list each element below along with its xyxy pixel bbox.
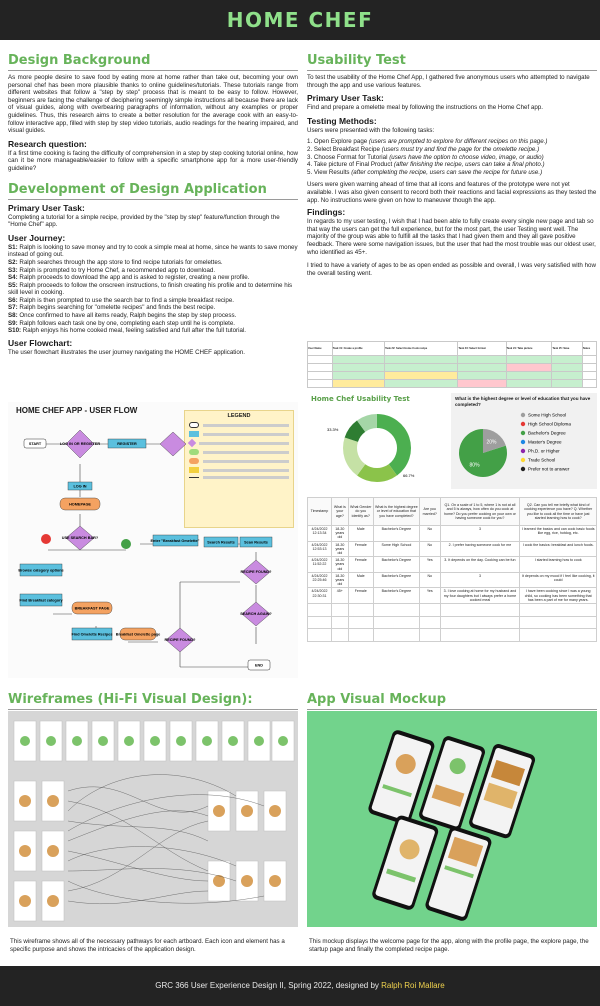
survey-cell: Yes — [420, 588, 441, 604]
usability-donut-annotation: 66.7% — [403, 473, 415, 478]
testing-task-note: (users have the option to choose video, image, or audio) — [389, 153, 544, 161]
mockup-image — [307, 711, 597, 927]
journey-step — [8, 259, 298, 267]
right-column — [307, 52, 597, 277]
survey-header-cell: Are you married? — [420, 498, 441, 526]
node-find-omelette: Find Omelette Recipes — [71, 632, 113, 637]
journey-step-key: S3: — [8, 266, 20, 274]
survey-cell: 3. It depends on the day. Cooking can be fun — [440, 557, 520, 573]
survey-cell: 45+ — [331, 588, 348, 604]
node-start: START — [28, 442, 42, 446]
findings-body-1: In regards to my user testing, I wish that I had been able to fully create every single new page and tab so that way the users can get the full experience, but for the most part, the user Testing went well. The majority of the group was able to fulfill all the tasks that I had given them and they all gave positive feedback. There were some navigation issues, but the user that had the most trouble was our oldest user, who identified as 45+. — [307, 218, 596, 256]
education-legend-label: Ph.D. or Higher — [528, 448, 560, 454]
survey-cell: 3. I love cooking at home for my husband and my four daughters but I always prefer a home cooked meal — [440, 588, 520, 604]
testing-task-note: (users are prompted to explore for different recipes on this page.) — [368, 138, 548, 146]
user-journey-list — [8, 244, 298, 335]
journey-step — [8, 267, 298, 275]
node-log-in: LOG IN — [73, 484, 87, 489]
task-table-header: Task #1: Create a profile — [332, 342, 384, 356]
survey-cell: Some High School — [373, 541, 419, 557]
usability-charts — [307, 393, 597, 489]
task-table-header: User Name — [308, 342, 333, 356]
page-header — [0, 0, 600, 40]
flowchart-title: HOME CHEF APP - USER FLOW — [16, 406, 138, 415]
survey-header-cell: Timestamp — [308, 498, 332, 526]
primary-task-body: Completing a tutorial for a simple recipe, provided by the "step by step" feature/function through the "Home Chef" app. — [8, 213, 280, 229]
testing-task-label: 4. Take picture of Final Product — [307, 161, 394, 169]
survey-cell: Male — [348, 572, 373, 588]
journey-step-key: S7: — [8, 304, 20, 312]
survey-cell: Female — [348, 588, 373, 604]
mockup-heading: App Visual Mockup — [307, 691, 597, 710]
journey-step-key: S2: — [8, 258, 20, 266]
node-search-bar: USE SEARCH BAR? — [61, 536, 99, 540]
survey-cell: Bachelor's Degree — [373, 557, 419, 573]
journey-step — [8, 274, 298, 282]
survey-responses — [307, 497, 597, 667]
education-legend-swatch — [521, 413, 525, 417]
mockup-caption: This mockup displays the welcome page for the app, along with the profile page, the explore page, the startup page and finally the completed recipe page. — [309, 938, 589, 953]
education-legend-label: Bachelor's Degree — [528, 430, 566, 436]
education-pie-chart — [451, 393, 597, 489]
testing-methods-intro: Users were presented with the following tasks: — [307, 126, 435, 134]
journey-step-text: Ralph follows each task one by one, completing each step until he is complete. — [19, 319, 236, 327]
survey-row — [308, 572, 597, 588]
findings-body-2: I tried to have a variety of ages to be as open ended as possible and overall, I was very satisfied with how the overall testing went. — [307, 262, 596, 277]
wireframes-image — [8, 711, 298, 927]
node-search-again: SEARCH AGAIN? — [240, 612, 272, 616]
node-recipe-found-1: RECIPE FOUND? — [164, 638, 196, 642]
education-legend-swatch — [521, 440, 525, 444]
task-results-table — [307, 341, 597, 391]
journey-step-text: Ralph is then prompted to use the search bar to find a simple breakfast recipe. — [19, 296, 234, 304]
survey-cell: 18-30 years old — [331, 541, 348, 557]
task-table-header: Notes — [582, 342, 596, 356]
journey-step-text: Once confirmed to have all items ready, Ralph begins the step by step process. — [19, 312, 237, 320]
wireframes-caption: This wireframe shows all of the necessary pathways for each artboard. Each icon and element has a specific purpose and shows the intricacies of the application design. — [10, 938, 285, 953]
footer-author: Ralph Roi Mallare — [381, 981, 445, 990]
testing-task — [307, 169, 597, 177]
survey-table — [307, 497, 597, 642]
journey-step-text: Ralph is looking to save money and try to cook a simple meal at home, since he wants to save money instead of going out. — [8, 243, 298, 259]
usability-donut-slice — [377, 414, 411, 475]
primary-task-heading: Primary User Task: — [8, 202, 85, 213]
journey-step-text: Ralph proceeds to follow the onscreen instructions, to finish creating his profile and to determine his skill level in cooking. — [8, 281, 293, 297]
survey-cell: Female — [348, 557, 373, 573]
phone-mockups — [307, 711, 597, 927]
survey-row — [308, 541, 597, 557]
usability-donut-annotation: 33.3% — [327, 427, 339, 432]
education-pie-slice-label: 80% — [469, 462, 480, 469]
page-footer — [0, 966, 600, 1006]
education-legend-label: Master's Degree — [528, 439, 562, 445]
journey-step — [8, 282, 298, 297]
survey-header-cell: Q2. Can you tell me briefly what kind of cooking experience you have? Q. Whether you like to cook all the time or have just started learning how to cook? — [520, 498, 597, 526]
survey-row — [308, 588, 597, 604]
survey-cell: 18-30 years old — [331, 572, 348, 588]
survey-cell: 18-30 years old — [331, 526, 348, 542]
survey-cell: I cook the basics: breakfast and lunch foods. — [520, 541, 597, 557]
journey-step — [8, 297, 298, 305]
survey-cell: Bachelor's Degree — [373, 572, 419, 588]
development-heading: Development of Design Application — [8, 181, 298, 200]
survey-cell: 2. I prefer having someone cook for me — [440, 541, 520, 557]
user-flowchart-heading: User Flowchart: — [8, 337, 73, 348]
design-background-heading: Design Background — [8, 52, 298, 71]
testing-methods-heading: Testing Methods: — [307, 115, 377, 126]
user-journey-heading: User Journey: — [8, 232, 66, 243]
journey-step — [8, 312, 298, 320]
education-chart-panel — [451, 393, 597, 489]
education-legend-swatch — [521, 431, 525, 435]
education-legend-label: Trade School — [528, 457, 556, 463]
testing-task — [307, 146, 597, 154]
chart-2-title: What is the highest degree or level of education that you have completed? — [455, 396, 591, 407]
survey-cell: Bachelor's Degree — [373, 588, 419, 604]
journey-step-key: S5: — [8, 281, 20, 289]
survey-header-cell: What is the highest degree or level of education that you have completed? — [373, 498, 419, 526]
journey-step-text: Ralph enjoys his home cooked meal, feeling satisfied and full after the full tutorial. — [22, 327, 247, 335]
journey-step-key: S6: — [8, 296, 20, 304]
journey-step-text: Ralph is prompted to try Home Chef, a recommended app to download. — [19, 266, 216, 274]
journey-step-text: Ralph begins searching for "omelette recipes" and finds the best recipe. — [19, 304, 216, 312]
survey-row — [308, 526, 597, 542]
survey-cell: 3 — [440, 572, 520, 588]
legend-title: LEGEND — [227, 413, 251, 419]
research-question-body: If a first time cooking is facing the difficulty of comprehension in a step by step cooking tutorial online, how can it be more manageable/easier to follow with a specific smartphone app for a more user-friendly guideline? — [8, 149, 298, 172]
node-end: END — [254, 663, 264, 668]
testing-methods-body: Users were given warning ahead of time that all icons and features of the prototype were not yet available. I was also given consent to record both their reactions and facial expressions as they tested the app. No instructions were given on how to maneuver though the app. — [307, 181, 597, 204]
design-background-body: As more people desire to save food by eating more at home rather than take out, becoming your own personal chef has been more plausible thanks to online guidelines/tutorials. These tutorials range from different websites that follow a "step by step" process that is meant to be easy to follow. However, beginners are facing the challenge of deciphering seemingly simple instructions all because there are lack of visual guides, along with overbearing paragraphs of information, without any examples or proper guidelines. Thus, this research aims to create a better resolution for the average cook with an easy-to-follow interactive app, filled with step by step video tutorials, audio readings for the hearing impaired, and visual guides. — [8, 74, 298, 135]
task-table-header: Task #2: Select Home Cook recipe — [385, 342, 458, 356]
survey-cell: No — [420, 541, 441, 557]
node-browse: Browse category options — [18, 568, 64, 573]
survey-header-cell: What is your age? — [331, 498, 348, 526]
education-legend-swatch — [521, 458, 525, 462]
survey-cell: 4/24/2022 22:25:46 — [308, 572, 332, 588]
testing-task-label: 3. Choose Format for Tutorial — [307, 153, 390, 161]
user-flowchart-body: The user flowchart illustrates the user journey navigating the HOME CHEF application. — [8, 348, 245, 356]
footer-text: GRC 366 User Experience Design II, Spring 2022, designed by — [155, 981, 382, 990]
survey-header-cell: What Gender do you identify as? — [348, 498, 373, 526]
survey-cell: It depends on my mood if I feel like cooking, it could — [520, 572, 597, 588]
survey-cell: No — [420, 572, 441, 588]
survey-cell: Bachelor's Degree — [373, 526, 419, 542]
survey-cell: Male — [348, 526, 373, 542]
survey-row — [308, 557, 597, 573]
journey-step-text: Ralph searches through the app store to find recipe tutorials for omelettes. — [19, 258, 223, 266]
education-legend-swatch — [521, 422, 525, 426]
node-find-breakfast: Find Breakfast category — [19, 598, 63, 603]
survey-cell: No — [420, 526, 441, 542]
node-enter-breakfast: Enter "Breakfast Omelette" — [150, 539, 200, 543]
node-search-results: Search Results — [207, 540, 235, 545]
journey-step-text: Ralph proceeds to download the app and is asked to register, creating a new profile. — [19, 274, 250, 282]
findings-heading: Findings: — [307, 207, 346, 218]
task-table-header: Task #4: Take picture — [506, 342, 552, 356]
journey-step — [8, 327, 298, 335]
survey-cell: Female — [348, 541, 373, 557]
chart-1-title: Home Chef Usability Test — [311, 395, 410, 403]
survey-cell: I started learning how to cook — [520, 557, 597, 573]
journey-step — [8, 244, 298, 259]
testing-task — [307, 154, 597, 162]
node-recipe-found-2: RECIPE FOUND? — [240, 570, 272, 574]
journey-step-key: S4: — [8, 274, 20, 282]
usability-task-body: Find and prepare a omelette meal by following the instructions on the Home Chef app. — [307, 104, 543, 112]
node-login: LOG IN OR REGISTER — [59, 442, 101, 446]
survey-cell: 18-30 years old — [331, 557, 348, 573]
testing-task-note: (users must try and find the page for the omelette recipe.) — [381, 145, 540, 153]
testing-task-label: 1. Open Explore page — [307, 138, 369, 146]
testing-task-label: 5. View Results — [307, 168, 352, 176]
node-homepage: HOMEPAGE — [69, 502, 91, 507]
survey-cell: Yes — [420, 557, 441, 573]
node-breakfast-omelette: Breakfast Omelette page — [115, 632, 161, 637]
testing-task — [307, 161, 597, 169]
wireframe-artboards — [8, 711, 298, 927]
wireframes-heading: Wireframes (Hi-Fi Visual Design): — [8, 691, 298, 710]
journey-step-key: S1: — [8, 243, 20, 251]
journey-step-key: S9: — [8, 319, 20, 327]
node-breakfast-page: BREAKFAST PAGE — [74, 606, 110, 611]
survey-cell: I learned the basics and can cook basic foods like egg, rice, hotdog, etc. — [520, 526, 597, 542]
education-legend-label: High School Diploma — [528, 421, 571, 427]
survey-cell: I have been cooking since I was a young child, so cooking has been something that has been a part of me for many years. — [520, 588, 597, 604]
survey-cell: 3 — [440, 526, 520, 542]
journey-step-key: S10: — [8, 327, 23, 335]
node-register: REGISTER — [117, 442, 137, 446]
education-legend-swatch — [521, 467, 525, 471]
flowchart-diagram — [8, 402, 298, 678]
journey-step-key: S8: — [8, 312, 20, 320]
journey-step — [8, 304, 298, 312]
education-legend-label: Some High School — [528, 412, 567, 418]
survey-cell: 4/24/2022 12:13:34 — [308, 526, 332, 542]
survey-cell: 4/24/2022 12:53:13 — [308, 541, 332, 557]
task-table-header: Task #5: Save — [552, 342, 583, 356]
testing-task-label: 2. Select Breakfast Recipe — [307, 145, 382, 153]
task-table-header: Task #3: Select format — [458, 342, 506, 356]
education-legend-label: Prefer not to answer — [528, 466, 570, 472]
user-flowchart — [8, 402, 298, 678]
research-question-heading: Research question: — [8, 138, 87, 149]
survey-cell: 4/24/2022 22:30:31 — [308, 588, 332, 604]
survey-header-cell: Q1. On a scale of 1 to 5, where 1 is not at all and 5 is always, how often do you cook at home? Do you prefer cooking on your own or having someone cook for you? — [440, 498, 520, 526]
usability-donut-chart — [307, 393, 447, 489]
education-pie-slice-label: 20% — [486, 439, 497, 446]
usability-heading: Usability Test — [307, 52, 597, 71]
usability-intro: To test the usability of the Home Chef App, I gathered five anonymous users who attempted to navigate through the app and use various features. — [307, 74, 590, 89]
testing-task-list — [307, 138, 597, 176]
journey-step — [8, 320, 298, 328]
survey-cell: 4/24/2022 11:52:22 — [308, 557, 332, 573]
left-column — [8, 52, 298, 356]
testing-task-note: (after completing the recipe, users can save the recipe for future use.) — [351, 168, 543, 176]
testing-task — [307, 138, 597, 146]
usability-task-heading: Primary User Task: — [307, 93, 384, 104]
page-title: HOME CHEF — [226, 8, 374, 32]
testing-task-note: (after finishing the recipe, users can take a final photo.) — [393, 161, 545, 169]
education-legend-swatch — [521, 449, 525, 453]
node-scan-results: Scan Results — [244, 540, 268, 545]
